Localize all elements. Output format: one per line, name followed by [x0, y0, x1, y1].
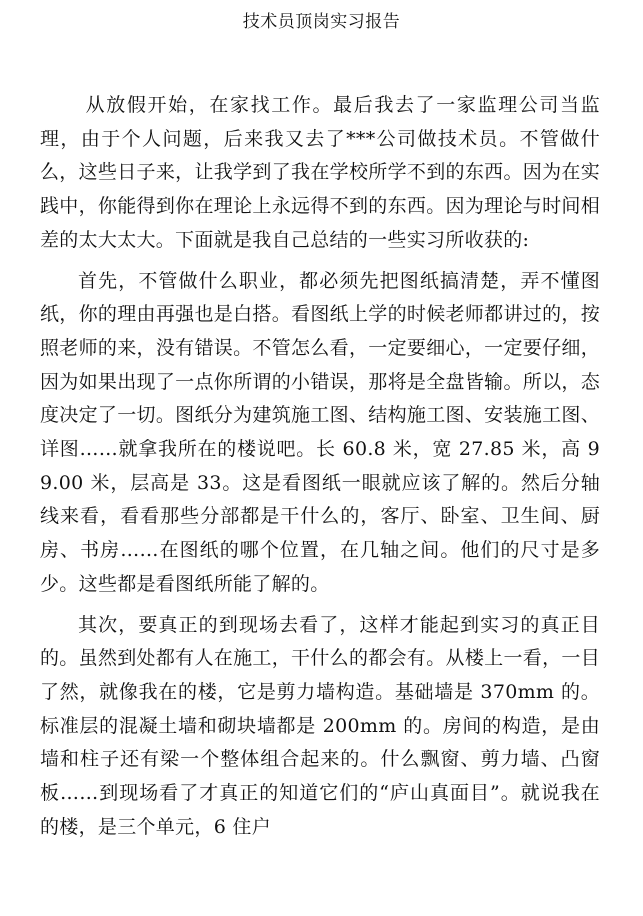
- document-body: [40, 89, 600, 844]
- paragraph-second-point: 其次，要真正的到现场去看了，这样才能起到实习的真正目的。虽然到处都有人在施工，干什么的都会有。从楼上一看，一目了然，就像我在的楼，它是剪力墙构造。基础墙是 370mm 的。标准层的混凝土墙和砌块墙都是 200mm 的。房间的构造，是由墙和柱子还有梁一个整体组合起来的。什么飘窗、剪力墙、凸窗板……到现场看了才真正的知道它们的“庐山真面目”。就说我在的楼，是三个单元，6 住户: [40, 613, 600, 838]
- document-title: 技术员顶岗实习报告: [242, 12, 401, 32]
- paragraph-first-point: 首先，不管做什么职业，都必须先把图纸搞清楚，弄不懂图纸，你的理由再强也是白搭。看图纸上学的时候老师都讲过的，按照老师的来，没有错误。不管怎么看，一定要细心，一定要仔细，因为如果出现了一点你所谓的小错误，那将是全盘皆输。所以，态度决定了一切。图纸分为建筑施工图、结构施工图、安装施工图、详图……就拿我所在的楼说吧。长 60.8 米，宽 27.85 米，高 99.00 米，层高是 33。这是看图纸一眼就应该了解的。然后分轴线来看，看看那些分部都是干什么的，客厅、卧室、卫生间、厨房、书房……在图纸的哪个位置，在几轴之间。他们的尺寸是多少。这些都是看图纸所能了解的。: [40, 269, 600, 595]
- paragraph-intro: 从放假开始，在家找工作。最后我去了一家监理公司当监理，由于个人问题，后来我又去了***公司做技术员。不管做什么，这些日子来，让我学到了我在学校所学不到的东西。因为在实践中，你能得到你在理论上永远得不到的东西。因为理论与时间相差的太大太大。下面就是我自己总结的一些实习所收获的:: [40, 94, 600, 251]
